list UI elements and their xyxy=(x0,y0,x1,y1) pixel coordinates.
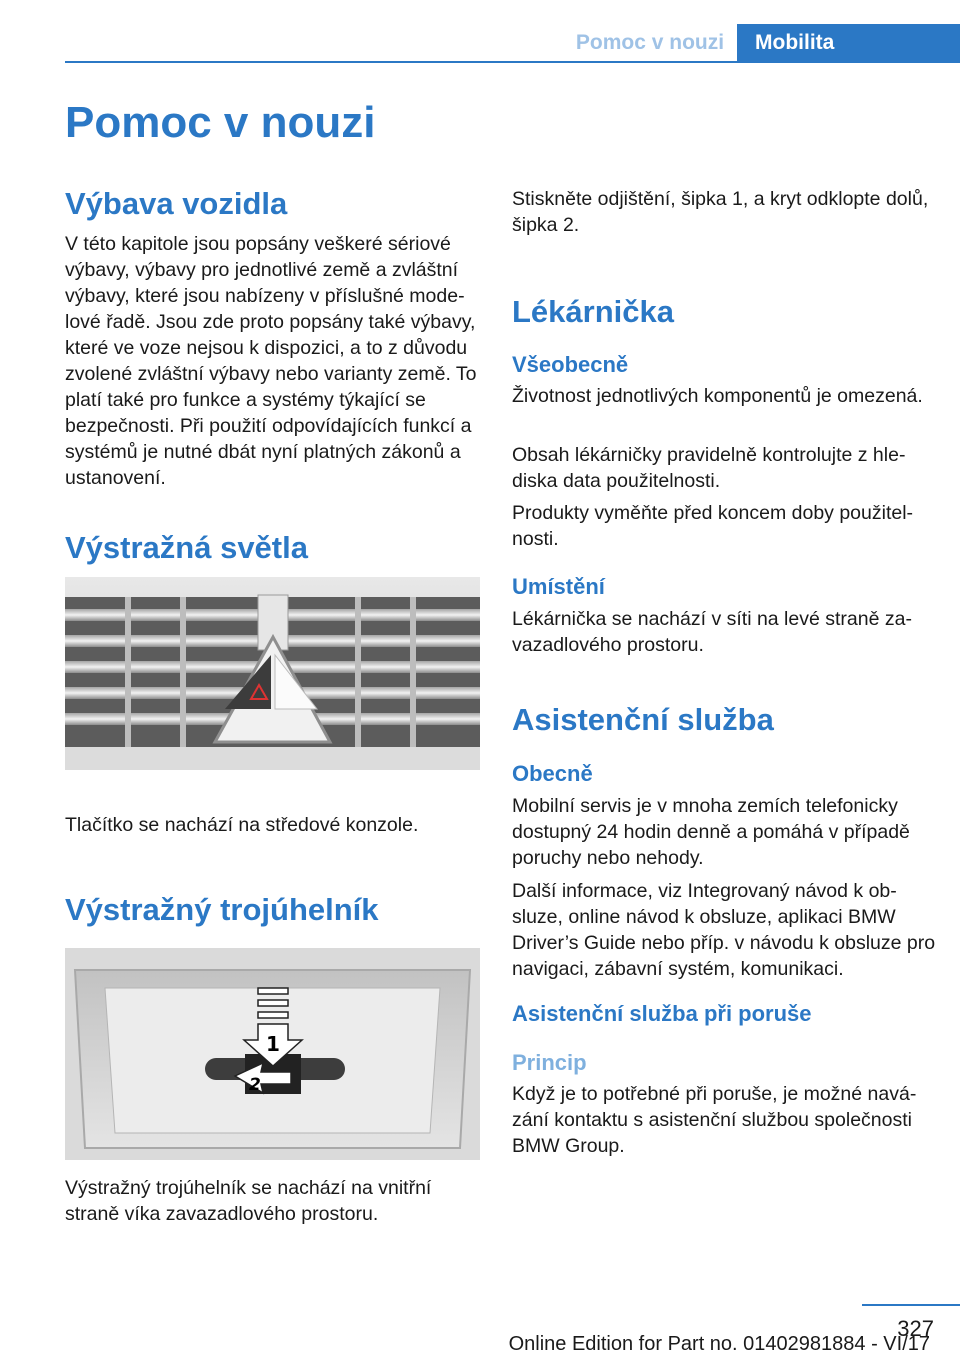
heading-hazard-lights: Výstražná světla xyxy=(65,530,308,565)
hazard-caption: Tlačítko se nachází na středové konzole. xyxy=(65,814,419,836)
general-p3: Produkty vyměňte před koncem doby použitelnosti. xyxy=(512,502,914,550)
heading-breakdown-assist: Asistenční služba při poruše xyxy=(512,1001,812,1026)
footer-rule xyxy=(862,1304,960,1306)
heading-general: Všeobecně xyxy=(512,352,629,377)
triangle-instructions: Stiskněte odjištění, šipka 1, a kryt odklopte dolů, šipka 2. xyxy=(512,188,929,236)
footer-edition: Online Edition for Part no. 01402981884 - VI/17 xyxy=(508,1333,930,1355)
warning-triangle-image xyxy=(65,948,480,1160)
heading-first-aid: Lékárnička xyxy=(512,294,674,329)
page-number: 327 xyxy=(897,1316,934,1341)
heading-equipment: Výbava vozidla xyxy=(65,186,288,221)
assist-p2: Další informace, viz Integrovaný návod k obsluze, online návod k obsluze, aplikaci BMW Driver’s Guide nebo příp. v návodu k obsluze pro navigaci, zábavní systém, komunikaci. xyxy=(512,880,936,980)
header-tab-pomoc[interactable]: Pomoc v nouzi xyxy=(575,30,725,54)
general-p1: Životnost jednotlivých komponentů je omezená. xyxy=(512,385,923,407)
heading-placement: Umístění xyxy=(512,574,605,599)
header-rule xyxy=(65,61,960,63)
arrow-label-1: 1 xyxy=(266,1032,280,1056)
arrow-label-2: 2 xyxy=(249,1075,261,1095)
hazard-button-image xyxy=(65,577,480,770)
triangle-caption: Výstražný trojúhelník se nachází na vnitřní straně víka zavazadlového prostoru. xyxy=(65,1177,432,1225)
header-tab-mobilita[interactable]: Mobilita xyxy=(737,24,960,61)
heading-principle: Princip xyxy=(512,1050,587,1075)
heading-warning-triangle: Výstražný trojúhelník xyxy=(65,892,379,927)
page-title: Pomoc v nouzi xyxy=(65,98,376,147)
general-p2: Obsah lékárničky pravidelně kontrolujte z hlediska data použitelnosti. xyxy=(512,444,906,492)
heading-assist-general: Obecně xyxy=(512,761,593,786)
placement-text: Lékárnička se nachází v síti na levé straně zavazadlového prostoru. xyxy=(512,608,912,656)
heading-assistance: Asistenční služba xyxy=(512,702,774,737)
principle-text: Když je to potřebné při poruše, je možné navázání kontaktu s asistenční službou společnosti BMW Group. xyxy=(512,1083,917,1157)
equipment-text: V této kapitole jsou popsány veškeré sériové výbavy, výbavy pro jednotlivé země a zvláštní výbavy, které jsou nabízeny v příslušné modelové řadě. Jsou zde proto popsány také výbavy, které ve voze nejsou k dispozici, a to z důvodu zvolené zvláštní výbavy nebo varianty země. To platí také pro funkce a systémy týkající se bezpečnosti. Při použití odpovídajících funkcí a systémů je nutné dbát nyní platných zákonů a ustanovení. xyxy=(65,233,477,489)
assist-p1: Mobilní servis je v mnoha zemích telefonicky dostupný 24 hodin denně a pomáhá v případě poruchy nebo nehody. xyxy=(512,795,910,869)
